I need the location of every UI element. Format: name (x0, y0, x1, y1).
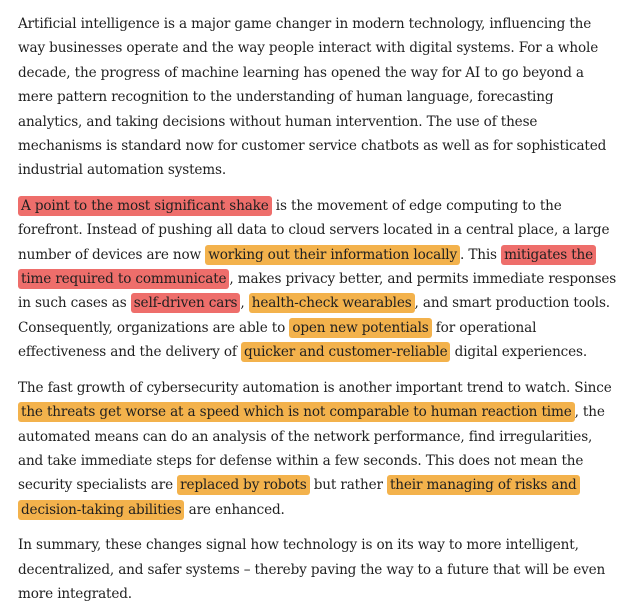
paragraph-1 (18, 12, 619, 183)
highlight-orange[interactable]: health-check wearables (249, 293, 415, 313)
paragraph-4 (18, 533, 619, 606)
text-segment: , (240, 295, 249, 312)
highlight-red[interactable]: mitigates the time required to communicate (18, 245, 596, 289)
text-segment: , the automated means can do an analysis of the network performance, find irregularities, and take immediate steps for defense within a few seconds. This does not mean the security specialists are (18, 404, 605, 494)
highlight-orange[interactable]: their managing of risks and decision-taking abilities (18, 475, 580, 519)
highlight-orange[interactable]: quicker and customer-reliable (241, 342, 451, 362)
text-segment: are enhanced. (184, 501, 285, 518)
text-segment: In summary, these changes signal how technology is on its way to more intelligent, decentralized, and safer systems – thereby paving the way to a future that will be even more integrated. (18, 537, 606, 602)
text-segment: for operational effectiveness and the delivery of (18, 319, 537, 361)
text-segment: digital experiences. (450, 344, 588, 361)
text-segment: Artificial intelligence is a major game changer in modern technology, influencing the way businesses operate and the way people interact with digital systems. For a whole decade, the progress of machine learning has opened the way for AI to go beyond a mere pattern recognition to the understanding of human language, forecasting analytics, and taking decisions without human intervention. The use of these mechanisms is standard now for customer service chatbots as well as for sophisticated industrial automation systems. (18, 16, 607, 179)
highlight-red[interactable]: A point to the most significant shake (18, 196, 272, 216)
text-segment: is the movement of edge computing to the forefront. Instead of pushing all data to cloud servers located in a central place, a large number of devices are now (18, 197, 610, 263)
text-segment: . This (460, 246, 502, 263)
highlight-orange[interactable]: working out their information locally (205, 245, 460, 265)
paragraph-3 (18, 376, 619, 522)
highlight-orange[interactable]: replaced by robots (177, 475, 309, 495)
text-segment: , and smart production tools. Consequently, organizations are able to (18, 295, 610, 336)
text-segment: The fast growth of cybersecurity automation is another important trend to watch. Since (18, 379, 612, 396)
highlight-red[interactable]: self-driven cars (131, 293, 241, 313)
paragraph-2 (18, 194, 619, 365)
highlight-orange[interactable]: the threats get worse at a speed which is not comparable to human reaction time (18, 402, 575, 422)
highlight-orange[interactable]: open new potentials (289, 318, 431, 338)
text-segment: but rather (309, 477, 387, 494)
text-segment: , makes privacy better, and permits immediate responses in such cases as (18, 271, 617, 312)
